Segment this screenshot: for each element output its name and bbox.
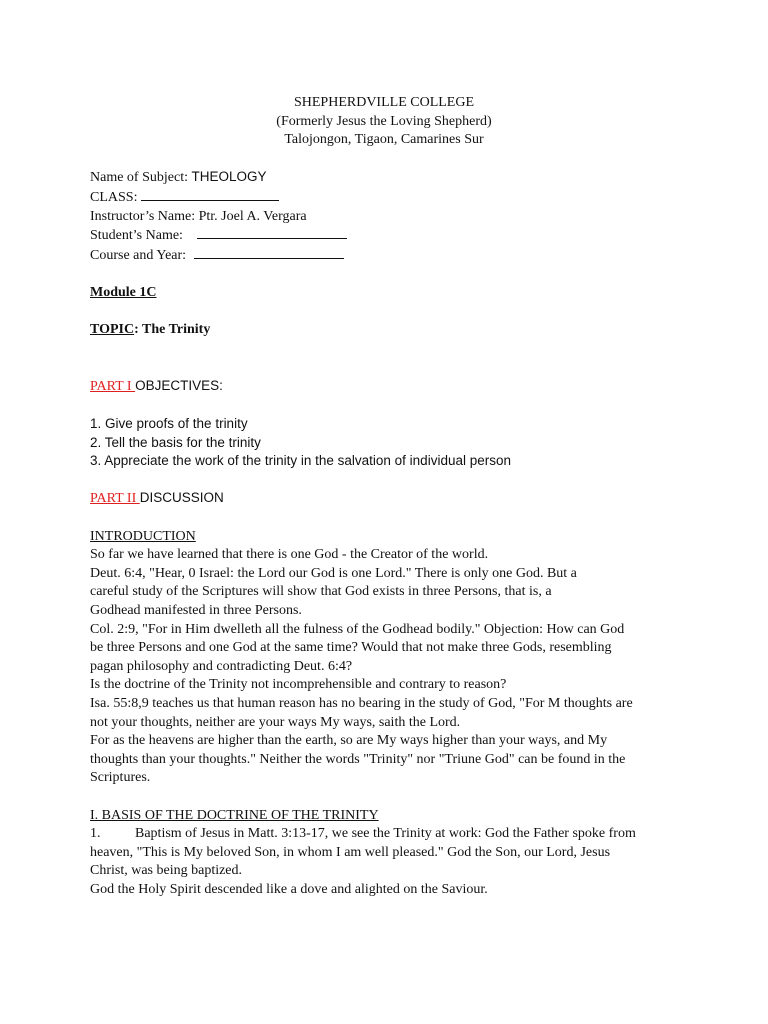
intro-line: pagan philosophy and contradicting Deut. 6:4? [90,658,353,674]
intro-line: Is the doctrine of the Trinity not incomprehensible and contrary to reason? [90,677,507,693]
student-name-label: Student’s Name: [90,228,183,244]
intro-line: Scriptures. [90,770,151,786]
intro-line: For as the heavens are higher than the earth, so are My ways higher than your ways, and My [90,733,608,749]
student-name-blank[interactable] [197,226,347,239]
part2-label: PART II [90,491,140,507]
part1-title: OBJECTIVES: [135,377,223,393]
objectives-list [90,415,708,471]
part1-heading [90,377,708,397]
topic-value: : The Trinity [134,322,211,338]
intro-line: So far we have learned that there is one God - the Creator of the world. [90,547,489,563]
college-former-name: (Formerly Jesus the Loving Shepherd) [276,113,492,129]
course-year-label: Course and Year: [90,247,187,263]
basis-line: Christ, was being baptized. [90,863,243,879]
course-year-blank[interactable] [194,246,344,259]
basis-line: God the Holy Spirit descended like a dove and alighted on the Saviour. [90,881,488,897]
module-title: Module 1C [90,284,157,300]
objective-item: 1. Give proofs of the trinity [90,416,248,432]
part2-heading [90,489,708,509]
letterhead [60,94,708,150]
intro-line: Isa. 55:8,9 teaches us that human reason has no bearing in the study of God, "For M thoughts are [90,696,633,711]
class-blank[interactable] [141,188,279,201]
topic-line [90,321,708,340]
introduction-heading: INTRODUCTION [90,528,196,544]
basis-heading: I. BASIS OF THE DOCTRINE OF THE TRINITY [90,807,379,823]
topic-label: TOPIC [90,322,135,338]
intro-line: thoughts than your thoughts." Neither the words "Trinity" nor "Triune God" can be found in the [90,751,626,767]
basis-line: Baptism of Jesus in Matt. 3:13-17, we see the Trinity at work: God the Father spoke from [135,826,636,842]
introduction-text [90,546,708,788]
subject-label: Name of Subject: [90,170,192,186]
objective-item: 3. Appreciate the work of the trinity in the salvation of individual person [90,453,511,469]
part1-label: PART I [90,378,136,394]
basis-text [90,825,708,899]
part2-title: DISCUSSION [139,490,224,506]
intro-line: careful study of the Scriptures will show that God exists in three Persons, that is, a [90,584,552,600]
intro-line: Deut. 6:4, "Hear, 0 Israel: the Lord our God is one Lord." There is only one God. But a [90,565,577,581]
intro-line: Godhead manifested in three Persons. [90,603,302,619]
college-address: Talojongon, Tigaon, Camarines Sur [284,132,484,148]
basis-item-number: 1. [90,826,101,842]
intro-line: Col. 2:9, "For in Him dwelleth all the fulness of the Godhead bodily." Objection: How can God [90,621,625,637]
class-label: CLASS: [90,189,141,205]
subject-value: THEOLOGY [191,169,267,185]
basis-line: heaven, "This is My beloved Son, in whom I am well pleased." God the Son, our Lord, Jesus [90,844,611,860]
objective-item: 2. Tell the basis for the trinity [90,434,261,450]
college-name: SHEPHERDVILLE COLLEGE [293,95,475,110]
intro-line: not your thoughts, neither are your ways My ways, saith the Lord. [90,714,461,730]
student-info-fields [90,168,708,265]
instructor-name: Instructor’s Name: Ptr. Joel A. Vergara [90,208,307,224]
intro-line: be three Persons and one God at the same time? Would that not make three Gods, resembling [90,640,612,656]
